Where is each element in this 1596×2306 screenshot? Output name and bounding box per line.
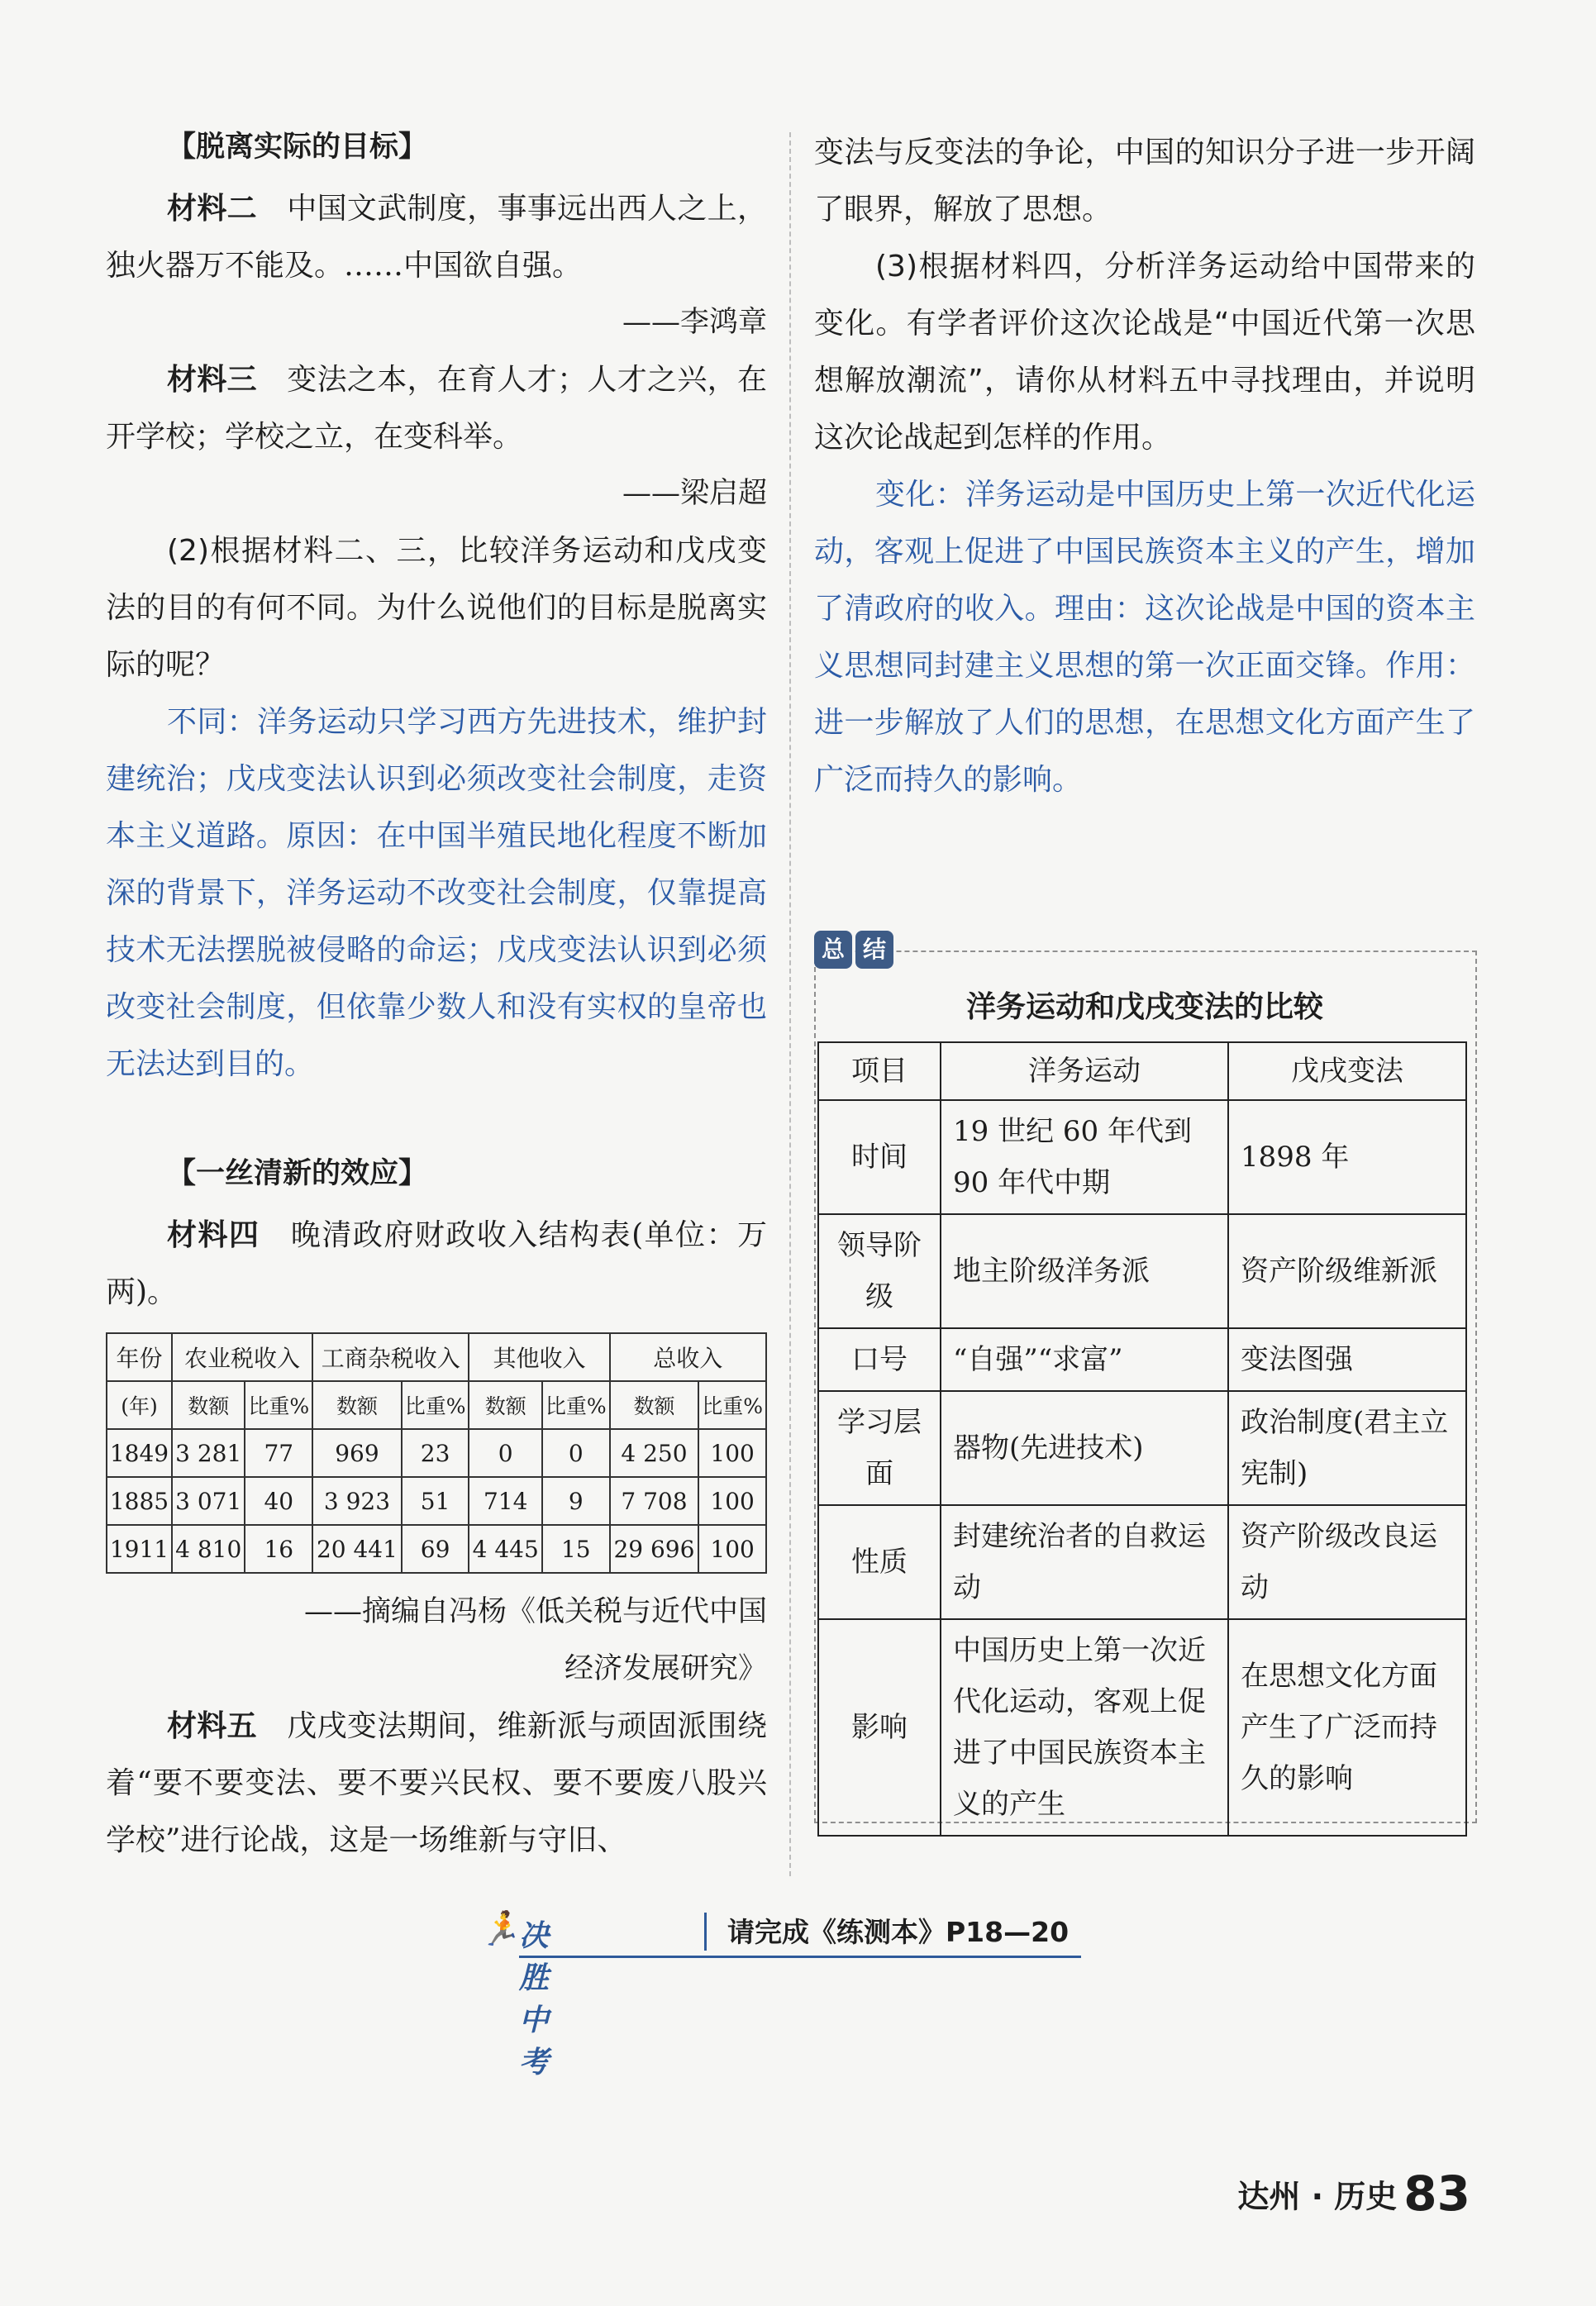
table-subheader: 比重% bbox=[542, 1381, 610, 1429]
footer-separator bbox=[704, 1913, 707, 1951]
runner-icon: 🏃 bbox=[479, 1910, 521, 1948]
table-row bbox=[107, 1429, 766, 1477]
comparison-header: 洋务运动 bbox=[941, 1042, 1228, 1100]
comparison-cell: 中国历史上第一次近代化运动，客观上促进了中国民族资本主义的产生 bbox=[941, 1619, 1228, 1836]
table-subheader: 比重% bbox=[698, 1381, 766, 1429]
workbook-reference: 请完成《练测本》P18—20 bbox=[727, 1916, 1070, 1948]
table-cell: 100 bbox=[698, 1477, 766, 1525]
material-3-label: 材料三 bbox=[167, 363, 257, 397]
table-row bbox=[107, 1477, 766, 1525]
summary-title: 洋务运动和戊戌变法的比较 bbox=[965, 990, 1323, 1024]
table-header-group: 农业税收入 bbox=[172, 1333, 312, 1381]
table-cell: 4 810 bbox=[172, 1525, 245, 1573]
table-cell: 40 bbox=[245, 1477, 312, 1525]
footer-banner bbox=[479, 1908, 1099, 2080]
table-cell: 51 bbox=[402, 1477, 469, 1525]
summary-tag-char: 结 bbox=[855, 931, 893, 969]
table-cell: 1849 bbox=[107, 1429, 172, 1477]
comparison-row bbox=[818, 1328, 1466, 1391]
comparison-cell: 资产阶级改良运动 bbox=[1228, 1505, 1466, 1619]
table-cell: 3 071 bbox=[172, 1477, 245, 1525]
table-cell: 16 bbox=[245, 1525, 312, 1573]
comparison-cell: 性质 bbox=[818, 1505, 941, 1619]
comparison-table bbox=[817, 1041, 1467, 1837]
table-subheader: 比重% bbox=[245, 1381, 312, 1429]
comparison-row bbox=[818, 1391, 1466, 1505]
question-2: (2)根据材料二、三，比较洋务运动和戊戌变法的目的有何不同。为什么说他们的目标是脱离实际的呢？ bbox=[106, 534, 767, 682]
comparison-cell: 影响 bbox=[818, 1619, 941, 1836]
table-cell: 1885 bbox=[107, 1477, 172, 1525]
table-subheader: 数额 bbox=[172, 1381, 245, 1429]
comparison-cell: 政治制度(君主立宪制) bbox=[1228, 1391, 1466, 1505]
material-5 bbox=[106, 1698, 767, 1869]
table-row bbox=[107, 1525, 766, 1573]
comparison-header: 项目 bbox=[818, 1042, 941, 1100]
material-2-source: ——李鸿章 bbox=[622, 306, 767, 339]
table-header-group: 其他收入 bbox=[469, 1333, 609, 1381]
table-cell: 100 bbox=[698, 1429, 766, 1477]
section-title-effect: 【一丝清新的效应】 bbox=[167, 1157, 428, 1190]
summary-tag bbox=[814, 931, 897, 969]
material-4-source-line-2: 经济发展研究》 bbox=[564, 1652, 767, 1685]
section-title-goals: 【脱离实际的目标】 bbox=[167, 131, 428, 164]
material-2-text: 中国文武制度，事事远出西人之上，独火器万不能及。……中国欲自强。 bbox=[106, 192, 767, 283]
page-footer bbox=[1237, 2165, 1470, 2222]
table-cell: 29 696 bbox=[610, 1525, 699, 1573]
table-cell: 969 bbox=[312, 1429, 402, 1477]
comparison-row bbox=[818, 1214, 1466, 1328]
table-cell: 15 bbox=[542, 1525, 610, 1573]
material-4-source-line-1: ——摘编自冯杨《低关税与近代中国 bbox=[303, 1595, 767, 1628]
table-cell: 4 445 bbox=[469, 1525, 542, 1573]
comparison-cell: 领导阶级 bbox=[818, 1214, 941, 1328]
comparison-cell: 学习层面 bbox=[818, 1391, 941, 1505]
comparison-row bbox=[818, 1619, 1466, 1836]
table-cell: 23 bbox=[402, 1429, 469, 1477]
comparison-cell: 地主阶级洋务派 bbox=[941, 1214, 1228, 1328]
table-cell: 714 bbox=[469, 1477, 542, 1525]
comparison-cell: 19 世纪 60 年代到 90 年代中期 bbox=[941, 1100, 1228, 1214]
left-column bbox=[106, 124, 767, 1869]
page-number: 83 bbox=[1403, 2165, 1470, 2222]
table-cell: 9 bbox=[542, 1477, 610, 1525]
material-3-source: ——梁启超 bbox=[622, 477, 767, 510]
table-cell: 0 bbox=[542, 1429, 610, 1477]
table-header-group: 总收入 bbox=[610, 1333, 766, 1381]
comparison-cell: 器物(先进技术) bbox=[941, 1391, 1228, 1505]
table-subheader: 数额 bbox=[469, 1381, 542, 1429]
comparison-cell: 封建统治者的自救运动 bbox=[941, 1505, 1228, 1619]
table-subheader: 比重% bbox=[402, 1381, 469, 1429]
material-4 bbox=[106, 1207, 767, 1321]
table-subheader: 数额 bbox=[610, 1381, 699, 1429]
comparison-cell: “自强”“求富” bbox=[941, 1328, 1228, 1391]
comparison-header-row bbox=[818, 1042, 1466, 1100]
comparison-cell: 在思想文化方面产生了广泛而持久的影响 bbox=[1228, 1619, 1466, 1836]
comparison-header: 戊戌变法 bbox=[1228, 1042, 1466, 1100]
right-column bbox=[814, 124, 1475, 1860]
table-cell: 77 bbox=[245, 1429, 312, 1477]
table-cell: 3 281 bbox=[172, 1429, 245, 1477]
table-cell: 7 708 bbox=[610, 1477, 699, 1525]
table-header-year-unit: (年) bbox=[107, 1381, 172, 1429]
question-3: (3)根据材料四，分析洋务运动给中国带来的变化。有学者评价这次论战是“中国近代第一次思想解放潮流”，请你从材料五中寻找理由，并说明这次论战起到怎样的作用。 bbox=[814, 250, 1475, 455]
material-5-text: 戊戌变法期间，维新派与顽固派围绕着“要不要变法、要不要兴民权、要不要废八股兴学校”进行论战，这是一场维新与守旧、 bbox=[106, 1709, 767, 1857]
answer-2: 不同：洋务运动只学习西方先进技术，维护封建统治；戊戌变法认识到必须改变社会制度，走资本主义道路。原因：在中国半殖民地化程度不断加深的背景下，洋务运动不改变社会制度，仅靠提高技术无法摆脱被侵略的命运；戊戌变法认识到必须改变社会制度，但依靠少数人和没有实权的皇帝也无法达到目的。 bbox=[106, 705, 767, 1081]
material-5-label: 材料五 bbox=[167, 1709, 257, 1743]
table-cell: 0 bbox=[469, 1429, 542, 1477]
comparison-row bbox=[818, 1100, 1466, 1214]
comparison-row bbox=[818, 1505, 1466, 1619]
table-cell: 20 441 bbox=[312, 1525, 402, 1573]
material-4-text: 晚清政府财政收入结构表(单位：万两)。 bbox=[106, 1218, 767, 1309]
comparison-cell: 变法图强 bbox=[1228, 1328, 1466, 1391]
material-5-continued: 变法与反变法的争论，中国的知识分子进一步开阔了眼界，解放了思想。 bbox=[814, 136, 1475, 226]
material-3 bbox=[106, 351, 767, 465]
table-header-group: 工商杂税收入 bbox=[312, 1333, 469, 1381]
revenue-table bbox=[106, 1332, 767, 1574]
comparison-cell: 口号 bbox=[818, 1328, 941, 1391]
column-divider bbox=[789, 132, 791, 1876]
material-3-text: 变法之本，在育人才；人才之兴，在开学校；学校之立，在变科举。 bbox=[106, 363, 767, 454]
footer-underline bbox=[519, 1956, 1081, 1958]
table-cell: 3 923 bbox=[312, 1477, 402, 1525]
table-cell: 1911 bbox=[107, 1525, 172, 1573]
table-header-year: 年份 bbox=[107, 1333, 172, 1381]
region-subject: 达州 · 历史 bbox=[1237, 2178, 1398, 2215]
material-4-label: 材料四 bbox=[167, 1218, 260, 1252]
table-cell: 100 bbox=[698, 1525, 766, 1573]
summary-tag-char: 总 bbox=[814, 931, 852, 969]
table-cell: 69 bbox=[402, 1525, 469, 1573]
answer-3: 变化：洋务运动是中国历史上第一次近代化运动，客观上促进了中国民族资本主义的产生，增加了清政府的收入。理由：这次论战是中国的资本主义思想同封建主义思想的第一次正面交锋。作用：进一步解放了人们的思想，在思想文化方面产生了广泛而持久的影响。 bbox=[814, 478, 1475, 797]
comparison-cell: 资产阶级维新派 bbox=[1228, 1214, 1466, 1328]
material-2 bbox=[106, 180, 767, 294]
table-cell: 4 250 bbox=[610, 1429, 699, 1477]
comparison-cell: 1898 年 bbox=[1228, 1100, 1466, 1214]
material-2-label: 材料二 bbox=[167, 192, 257, 226]
table-subheader: 数额 bbox=[312, 1381, 402, 1429]
comparison-cell: 时间 bbox=[818, 1100, 941, 1214]
brand-logo-text: 决胜中考 bbox=[519, 1919, 550, 2080]
